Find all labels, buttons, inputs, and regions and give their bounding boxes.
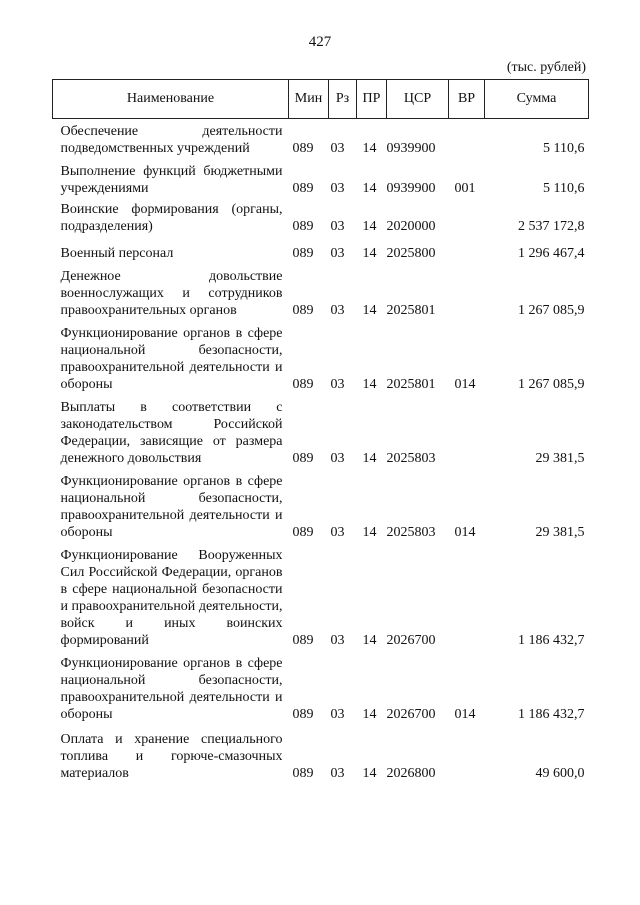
cell-vr bbox=[449, 237, 485, 264]
cell-vr bbox=[449, 543, 485, 651]
cell-rz: 03 bbox=[330, 246, 345, 261]
cell-name: Воинские формирования (органы, подразделения) bbox=[60, 202, 283, 234]
cell-rz: 03 bbox=[330, 181, 345, 196]
cell-pr: 14 bbox=[362, 141, 377, 156]
cell-rz: 03 bbox=[330, 451, 345, 466]
table-header-row bbox=[53, 80, 589, 119]
cell-sum: 1 296 467,4 bbox=[518, 246, 585, 261]
header-sum: Сумма bbox=[485, 80, 589, 119]
table-row bbox=[53, 725, 589, 784]
cell-min: 089 bbox=[292, 141, 314, 156]
cell-pr: 14 bbox=[362, 303, 377, 318]
table-row bbox=[53, 321, 589, 395]
cell-min: 089 bbox=[292, 707, 314, 722]
header-min: Мин bbox=[289, 80, 329, 119]
budget-table bbox=[52, 79, 589, 784]
cell-name: Оплата и хранение специального топлива и горюче-смазочных материалов bbox=[60, 732, 283, 781]
cell-vr bbox=[449, 199, 485, 237]
header-name: Наименование bbox=[53, 80, 289, 119]
table-row bbox=[53, 395, 589, 469]
cell-rz: 03 bbox=[330, 141, 345, 156]
cell-rz: 03 bbox=[330, 377, 345, 392]
cell-sum: 1 267 085,9 bbox=[518, 377, 585, 392]
cell-pr: 14 bbox=[362, 219, 377, 234]
cell-name: Функционирование органов в сфере национальной безопасности, правоохранительной деятельности и обороны bbox=[60, 474, 283, 540]
table-row bbox=[53, 237, 589, 264]
cell-csr: 2026700 bbox=[386, 633, 436, 648]
cell-pr: 14 bbox=[362, 246, 377, 261]
cell-csr: 2025801 bbox=[386, 303, 436, 318]
cell-sum: 29 381,5 bbox=[535, 451, 585, 466]
cell-min: 089 bbox=[292, 766, 314, 781]
cell-vr: 014 bbox=[454, 377, 476, 392]
cell-name: Обеспечение деятельности подведомственных учреждений bbox=[60, 124, 283, 156]
cell-rz: 03 bbox=[330, 766, 345, 781]
header-rz: Рз bbox=[329, 80, 357, 119]
cell-pr: 14 bbox=[362, 633, 377, 648]
cell-vr: 014 bbox=[454, 707, 476, 722]
page-number: 427 bbox=[308, 34, 332, 50]
cell-sum: 2 537 172,8 bbox=[518, 219, 585, 234]
cell-pr: 14 bbox=[362, 525, 377, 540]
cell-sum: 29 381,5 bbox=[535, 525, 585, 540]
cell-csr: 2025801 bbox=[386, 377, 436, 392]
cell-min: 089 bbox=[292, 303, 314, 318]
table-row bbox=[53, 119, 589, 160]
cell-rz: 03 bbox=[330, 707, 345, 722]
cell-name: Выплаты в соответствии с законодательством Российской Федерации, зависящие от размера денежного довольствия bbox=[60, 400, 283, 466]
cell-name: Функционирование органов в сфере национальной безопасности, правоохранительной деятельности и обороны bbox=[60, 656, 283, 722]
cell-min: 089 bbox=[292, 377, 314, 392]
cell-name: Выполнение функций бюджетными учреждениями bbox=[60, 164, 283, 196]
cell-min: 089 bbox=[292, 219, 314, 234]
cell-pr: 14 bbox=[362, 707, 377, 722]
cell-vr bbox=[449, 264, 485, 321]
cell-name: Военный персонал bbox=[60, 246, 174, 261]
table-row bbox=[53, 199, 589, 237]
cell-vr: 001 bbox=[454, 181, 476, 196]
cell-pr: 14 bbox=[362, 766, 377, 781]
table-body bbox=[53, 119, 589, 785]
cell-csr: 2020000 bbox=[386, 219, 436, 234]
cell-csr: 2025800 bbox=[386, 246, 436, 261]
cell-min: 089 bbox=[292, 451, 314, 466]
cell-min: 089 bbox=[292, 181, 314, 196]
table-row bbox=[53, 264, 589, 321]
cell-sum: 1 186 432,7 bbox=[518, 633, 585, 648]
cell-pr: 14 bbox=[362, 451, 377, 466]
cell-sum: 49 600,0 bbox=[535, 766, 585, 781]
cell-name: Функционирование Вооруженных Сил Российской Федерации, органов в сфере национальной безопасности и правоохранительной деятельности, войск и иных воинских формирований bbox=[60, 548, 283, 648]
cell-vr bbox=[449, 725, 485, 784]
cell-min: 089 bbox=[292, 246, 314, 261]
table-row bbox=[53, 651, 589, 725]
cell-csr: 2026800 bbox=[386, 766, 436, 781]
table-row bbox=[53, 543, 589, 651]
cell-name: Денежное довольствие военнослужащих и сотрудников правоохранительных органов bbox=[60, 269, 283, 318]
cell-csr: 2025803 bbox=[386, 525, 436, 540]
cell-rz: 03 bbox=[330, 525, 345, 540]
cell-name: Функционирование органов в сфере национальной безопасности, правоохранительной деятельности и обороны bbox=[60, 326, 283, 392]
cell-vr bbox=[449, 119, 485, 160]
cell-csr: 0939900 bbox=[386, 141, 436, 156]
header-csr: ЦСР bbox=[387, 80, 449, 119]
cell-sum: 1 186 432,7 bbox=[518, 707, 585, 722]
units-label: (тыс. рублей) bbox=[506, 60, 586, 75]
cell-csr: 2025803 bbox=[386, 451, 436, 466]
cell-vr: 014 bbox=[454, 525, 476, 540]
header-pr: ПР bbox=[357, 80, 387, 119]
cell-csr: 2026700 bbox=[386, 707, 436, 722]
cell-min: 089 bbox=[292, 525, 314, 540]
cell-rz: 03 bbox=[330, 303, 345, 318]
cell-sum: 5 110,6 bbox=[543, 141, 585, 156]
cell-csr: 0939900 bbox=[386, 181, 436, 196]
cell-pr: 14 bbox=[362, 181, 377, 196]
cell-pr: 14 bbox=[362, 377, 377, 392]
table-row bbox=[53, 469, 589, 543]
cell-rz: 03 bbox=[330, 633, 345, 648]
cell-sum: 5 110,6 bbox=[543, 181, 585, 196]
cell-vr bbox=[449, 395, 485, 469]
cell-sum: 1 267 085,9 bbox=[518, 303, 585, 318]
header-vr: ВР bbox=[449, 80, 485, 119]
table-row bbox=[53, 159, 589, 199]
cell-rz: 03 bbox=[330, 219, 345, 234]
cell-min: 089 bbox=[292, 633, 314, 648]
